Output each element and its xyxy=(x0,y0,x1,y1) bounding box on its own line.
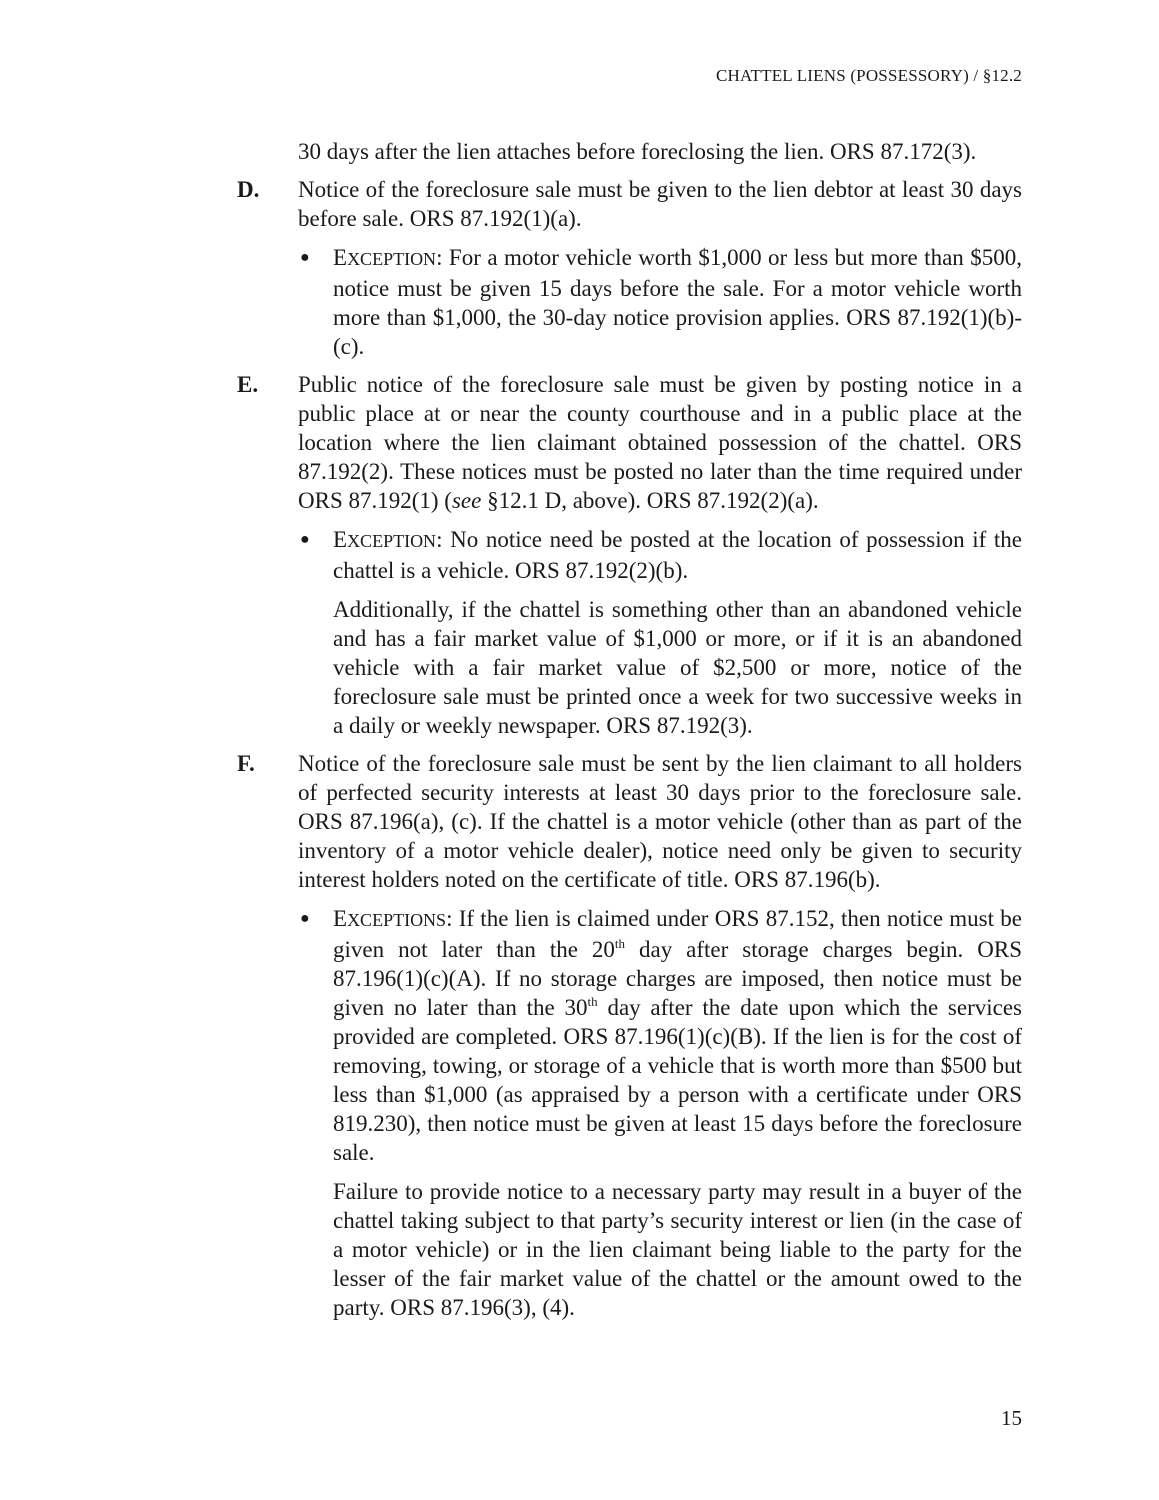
section-d-letter: D. xyxy=(237,177,260,202)
section-e xyxy=(237,370,1022,740)
section-d-text: Notice of the foreclosure sale must be given to the lien debtor at least 30 days before sale. ORS 87.192(1)(a). xyxy=(298,177,1022,231)
section-d-exception xyxy=(300,243,1022,361)
section-f-exceptions xyxy=(300,904,1023,1167)
exceptions-label-initial: E xyxy=(333,906,348,931)
exception-text: : For a motor vehicle worth $1,000 or less but more than $500, notice must be given 15 days before the sale. For a motor vehicle worth more than $1,000, the 30-day notice provision applies. ORS 87.192(1)(b)-(c). xyxy=(333,245,1022,359)
section-d xyxy=(237,175,1022,361)
bullet-icon: ● xyxy=(300,910,310,927)
running-header: CHATTEL LIENS (POSSESSORY) / §12.2 xyxy=(715,66,1022,85)
superscript-th: th xyxy=(614,936,626,951)
continuation-text: 30 days after the lien attaches before foreclosing the lien. ORS 87.172(3). xyxy=(298,139,977,164)
exceptions-text-part3: day after the date upon which the services provided are completed. ORS 87.196(1)(c)(B). If the lien is for the cost of removing, towing, or storage of a vehicle that is worth more than $500 but less than $1,000 (as appraised by a person with a certificate under ORS 819.230), then notice must be given at least 15 days before the foreclosure sale. xyxy=(333,995,1023,1165)
section-e-additional: Additionally, if the chattel is something other than an abandoned vehicle and has a fair market value of $1,000 or more, or if it is an abandoned vehicle with a fair market value of $2,500 or more, notice of the foreclosure sale must be printed once a week for two successive weeks in a daily or weekly newspaper. ORS 87.192(3). xyxy=(333,597,1022,738)
exception-label-initial: E xyxy=(333,527,348,552)
exception-label-rest: XCEPTION xyxy=(347,249,437,269)
bullet-icon: ● xyxy=(300,249,310,266)
section-f-letter: F. xyxy=(237,751,255,776)
superscript-th: th xyxy=(587,994,598,1009)
section-e-text-after: §12.1 D, above). ORS 87.192(2)(a). xyxy=(481,488,819,513)
section-e-letter: E. xyxy=(237,372,259,397)
section-f-failure: Failure to provide notice to a necessary party may result in a buyer of the chattel taking subject to that party’s security interest or lien (in the case of a motor vehicle) or in the lien claimant being liable to the party for the lesser of the fair market value of the chattel or the amount owed to the party. ORS 87.196(3), (4). xyxy=(333,1179,1022,1320)
page-content xyxy=(237,137,1023,1322)
exception-label-rest: XCEPTION xyxy=(347,531,437,551)
continuation-block xyxy=(298,137,1022,166)
exceptions-label-rest: XCEPTIONS xyxy=(347,910,447,930)
bullet-icon: ● xyxy=(300,531,310,548)
exceptions-text-part1: : If the lien is claimed under ORS 87.152, then notice must be given not later than the 20 xyxy=(333,906,1022,962)
exception-label-initial: E xyxy=(333,245,348,270)
section-e-text-before: Public notice of the foreclosure sale must be given by posting notice in a public place at or near the county courthouse and in a public place at the location where the lien claimant obtained possession of the chattel. ORS 87.192(2). These notices must be posted no later than the time required under ORS 87.192(1) ( xyxy=(298,372,1022,513)
section-f-text: Notice of the foreclosure sale must be sent by the lien claimant to all holders of perfected security interests at least 30 days prior to the foreclosure sale. ORS 87.196(a), (c). If the chattel is a motor vehicle (other than as part of the inventory of a motor vehicle dealer), notice need only be given to security interest holders noted on the certificate of title. ORS 87.196(b). xyxy=(298,751,1022,892)
section-e-exception xyxy=(300,525,1022,585)
exception-text: : No notice need be posted at the location of possession if the chattel is a vehicle. ORS 87.192(2)(b). xyxy=(333,527,1022,583)
exceptions-text-part2: day after storage charges begin. ORS 87.196(1)(c)(A). If no storage charges are imposed, then notice must be given no later than the 30 xyxy=(333,937,1022,1020)
page-number: 15 xyxy=(1001,1406,1022,1430)
section-e-text-italic: see xyxy=(451,488,482,513)
section-f xyxy=(237,749,1023,1322)
